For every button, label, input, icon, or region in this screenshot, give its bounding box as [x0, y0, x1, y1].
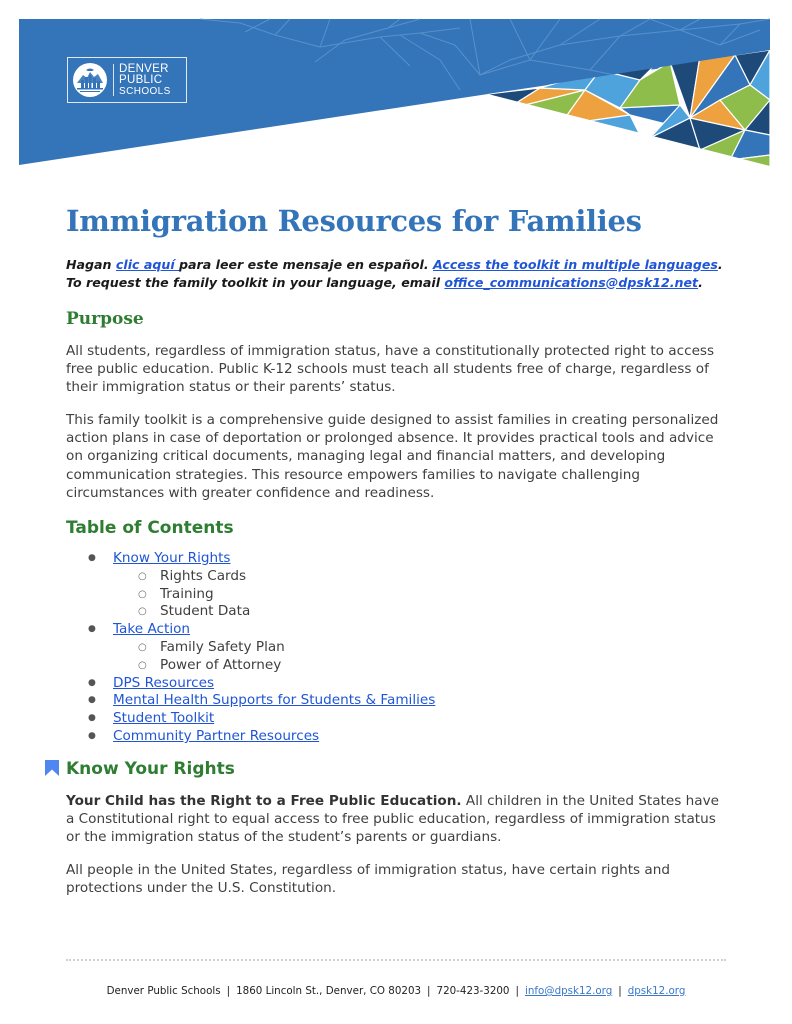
language-note-line-1 — [66, 256, 723, 274]
spanish-link[interactable]: clic aquí — [115, 257, 180, 272]
footer-phone: 720-423-3200 — [436, 985, 510, 997]
toc-link[interactable]: Know Your Rights — [113, 550, 231, 566]
language-note-text: para leer este mensaje en español. — [179, 257, 434, 272]
toc-subitem-label: Rights Cards — [160, 567, 247, 584]
logo-line-2: PUBLIC — [119, 73, 163, 86]
dps-logo[interactable] — [67, 57, 187, 103]
footer-separator: | — [226, 985, 231, 997]
toc-link[interactable]: DPS Resources — [113, 674, 215, 691]
toc-link[interactable]: Community Partner Resources — [113, 727, 320, 744]
language-note — [66, 256, 723, 291]
bullet-icon: ● — [88, 553, 96, 563]
language-note-text: To request the family toolkit in your language, email — [66, 274, 445, 290]
hollow-bullet-icon: ○ — [138, 570, 147, 582]
skyline-glyph — [73, 63, 107, 97]
toc-subitem-label: Student Data — [160, 603, 251, 620]
multiple-languages-link[interactable]: Access the toolkit in multiple languages — [433, 257, 718, 272]
page-title: Immigration Resources for Families — [66, 204, 642, 238]
bullet-icon: ● — [88, 677, 96, 688]
toc-subitem-label: Power of Attorney — [160, 656, 282, 673]
logo-wordmark — [119, 64, 171, 97]
footer-website-link[interactable]: dpsk12.org — [627, 985, 686, 997]
logo-divider — [113, 64, 114, 96]
footer — [0, 985, 792, 997]
purpose-paragraph-2: This family toolkit is a comprehensive guide designed to assist families in creating personalized action plans in case of deportation or prolonged absence. It provides practical tools and advice on organizing critical documents, managing legal and financial matters, and developing communication strategies. This resource empowers families to navigate challenging circumstances with greater confidence and readiness. — [66, 412, 719, 501]
hollow-bullet-icon: ○ — [138, 588, 147, 600]
toc-heading: Table of Contents — [66, 518, 234, 538]
toc-link[interactable]: Mental Health Supports for Students & Families — [113, 692, 436, 709]
dps-skyline-logo-icon — [73, 63, 107, 97]
logo-line-3: SCHOOLS — [119, 85, 171, 97]
bullet-icon: ● — [88, 713, 96, 724]
toc-link[interactable]: Take Action — [113, 621, 191, 638]
footer-separator: | — [515, 985, 519, 997]
bullet-icon: ● — [88, 730, 96, 741]
footer-divider — [66, 959, 726, 961]
toc-subitem-label: Family Safety Plan — [160, 638, 285, 655]
bullet-icon: ● — [88, 695, 96, 706]
language-note-text: . — [698, 274, 703, 290]
language-note-line-2 — [66, 274, 723, 292]
footer-address: 1860 Lincoln St., Denver, CO 80203 — [236, 985, 422, 997]
purpose-paragraph-1: All students, regardless of immigration status, have a constitutionally protected right to access free public education. Public K-12 schools must teach all students free of charge, regardless of their immigration status or their parents’ status. — [66, 343, 715, 396]
footer-org: Denver Public Schools — [106, 985, 221, 997]
toc-subitem-label: Training — [160, 585, 214, 602]
hollow-bullet-icon: ○ — [138, 659, 147, 671]
bookmark-icon[interactable] — [44, 760, 60, 776]
purpose-heading: Purpose — [66, 309, 144, 329]
toc-link[interactable]: Student Toolkit — [113, 710, 215, 727]
know-your-rights-paragraph-1 — [66, 792, 726, 847]
communications-email-link[interactable]: office_communications@dpsk12.net — [444, 274, 699, 290]
know-your-rights-paragraph-2: All people in the United States, regardless of immigration status, have certain rights and protections under the U.S. Constitution. — [66, 862, 670, 897]
hollow-bullet-icon: ○ — [138, 641, 147, 653]
bullet-icon: ● — [88, 624, 96, 635]
language-note-text: Hagan — [66, 257, 116, 272]
footer-separator: | — [427, 985, 431, 997]
know-your-rights-heading: Know Your Rights — [66, 759, 235, 779]
right-to-education-text: All children in the United States have a Constitutional right to equal access to free public education, regardless of immigration status or the immigration status of the student’s parents or guardians. — [66, 793, 720, 846]
language-note-text: . — [717, 257, 723, 272]
footer-separator: | — [618, 985, 622, 997]
right-to-education-bold: Your Child has the Right to a Free Public Education. — [66, 793, 462, 809]
footer-email-link[interactable]: info@dpsk12.org — [524, 985, 613, 997]
logo-line-1: DENVER — [119, 62, 169, 75]
hollow-bullet-icon: ○ — [138, 606, 147, 618]
